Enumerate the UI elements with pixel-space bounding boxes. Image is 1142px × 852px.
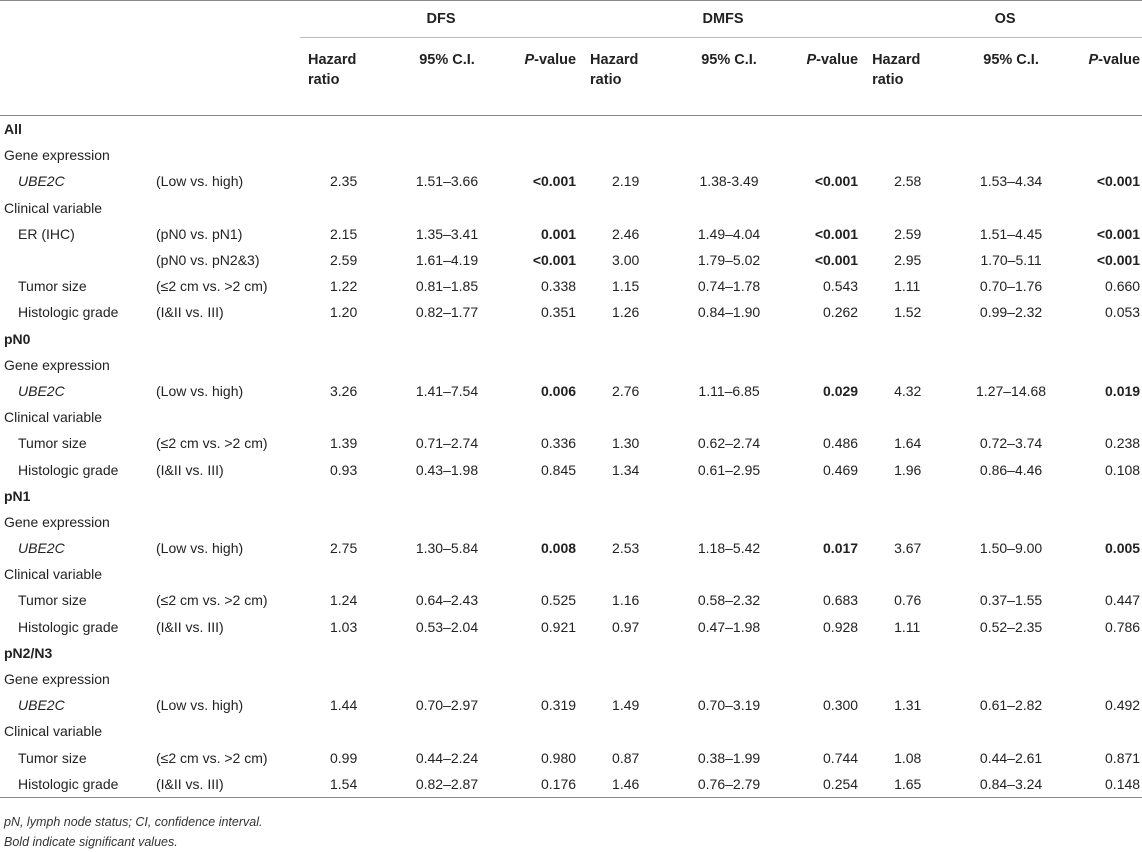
ci-cell: 0.84–3.24 bbox=[956, 771, 1066, 798]
col-p-value: P-value bbox=[1066, 38, 1142, 116]
category-row bbox=[0, 404, 1142, 430]
hazard-ratio-cell: 1.96 bbox=[894, 461, 922, 478]
p-value-cell: 0.980 bbox=[540, 749, 577, 766]
p-value-cell: <0.001 bbox=[1096, 252, 1141, 269]
p-value-cell: 0.871 bbox=[1105, 749, 1141, 766]
table-row bbox=[0, 456, 1142, 482]
ci-cell: 1.61–4.19 bbox=[415, 252, 479, 269]
table-row bbox=[0, 273, 1142, 299]
p-value-cell: 0.008 bbox=[540, 540, 577, 557]
ci-cell: 0.74–1.78 bbox=[697, 278, 761, 295]
table-row bbox=[0, 221, 1142, 247]
comparison-label: (Low vs. high) bbox=[156, 540, 244, 557]
p-value-cell: 0.683 bbox=[823, 592, 859, 609]
ci-cell: 1.27–14.68 bbox=[976, 382, 1047, 399]
ci-cell: 1.70–5.11 bbox=[980, 252, 1042, 269]
category-row bbox=[0, 561, 1142, 587]
ci-cell: 1.35–3.41 bbox=[415, 225, 479, 242]
section-row bbox=[0, 326, 1142, 352]
ci-cell: 1.50–9.00 bbox=[979, 540, 1043, 557]
hazard-ratio-cell: 2.58 bbox=[894, 173, 922, 190]
ci-cell: 0.38–1.99 bbox=[697, 749, 761, 766]
p-value-cell: 0.921 bbox=[540, 618, 577, 635]
p-value-cell: 0.254 bbox=[784, 771, 864, 798]
ci-cell: 0.61–2.95 bbox=[697, 461, 761, 478]
ci-cell: 0.44–2.24 bbox=[415, 749, 479, 766]
hazard-ratio-cell: 0.76 bbox=[894, 592, 922, 609]
hazard-ratio-cell: 1.52 bbox=[894, 304, 922, 321]
col-hazard-ratio: Hazard ratio bbox=[582, 38, 674, 116]
hazard-ratio-cell: 1.64 bbox=[894, 435, 922, 452]
section-label: pN1 bbox=[4, 487, 31, 504]
category-label: Clinical variable bbox=[4, 566, 103, 583]
hazard-ratio-cell: 2.95 bbox=[894, 252, 922, 269]
p-value-cell: 0.005 bbox=[1105, 540, 1141, 557]
hazard-ratio-cell: 2.75 bbox=[330, 540, 358, 557]
group-header-os: OS bbox=[864, 1, 1142, 38]
ci-cell: 0.84–1.90 bbox=[697, 304, 761, 321]
table-row bbox=[0, 378, 1142, 404]
hazard-ratio-cell: 1.31 bbox=[894, 697, 922, 714]
ci-cell: 1.51–3.66 bbox=[415, 173, 479, 190]
p-value-cell: 0.447 bbox=[1105, 592, 1141, 609]
p-value-cell: 0.319 bbox=[540, 697, 577, 714]
ci-cell: 0.52–2.35 bbox=[979, 618, 1043, 635]
ci-cell: 0.70–3.19 bbox=[697, 697, 761, 714]
table-row bbox=[0, 247, 1142, 273]
comparison-label: (pN0 vs. pN2&3) bbox=[156, 252, 260, 269]
hazard-ratio-cell: 1.26 bbox=[612, 304, 640, 321]
hazard-ratio-cell: 3.67 bbox=[894, 540, 922, 557]
table-row bbox=[0, 535, 1142, 561]
category-row bbox=[0, 666, 1142, 692]
hazard-ratio-cell: 1.34 bbox=[612, 461, 640, 478]
hazard-ratio-cell: 4.32 bbox=[894, 382, 922, 399]
p-value-cell: 0.492 bbox=[1105, 697, 1141, 714]
variable-label: UBE2C bbox=[18, 382, 65, 399]
hazard-ratio-cell: 2.59 bbox=[894, 225, 922, 242]
col-hazard-ratio: Hazard ratio bbox=[864, 38, 956, 116]
comparison-label: (I&II vs. III) bbox=[156, 618, 224, 635]
ci-cell: 0.58–2.32 bbox=[697, 592, 761, 609]
hazard-ratio-cell: 1.39 bbox=[330, 435, 358, 452]
p-value-cell: <0.001 bbox=[532, 252, 577, 269]
hazard-ratio-cell: 2.76 bbox=[612, 382, 640, 399]
variable-label: Tumor size bbox=[18, 592, 87, 609]
section-label: pN2/N3 bbox=[4, 644, 53, 661]
category-label: Gene expression bbox=[4, 513, 110, 530]
ci-cell: 1.53–4.34 bbox=[979, 173, 1043, 190]
hazard-ratio-cell: 0.99 bbox=[330, 749, 358, 766]
ci-cell: 0.86–4.46 bbox=[979, 461, 1043, 478]
ci-cell: 0.99–2.32 bbox=[979, 304, 1043, 321]
category-label: Clinical variable bbox=[4, 199, 103, 216]
p-value-cell: <0.001 bbox=[1096, 225, 1141, 242]
ci-cell: 0.70–1.76 bbox=[979, 278, 1043, 295]
p-value-cell: 0.338 bbox=[540, 278, 577, 295]
p-value-cell: <0.001 bbox=[532, 173, 577, 190]
comparison-label: (I&II vs. III) bbox=[156, 304, 224, 321]
p-value-cell: <0.001 bbox=[1096, 173, 1141, 190]
section-row bbox=[0, 116, 1142, 143]
variable-label: ER (IHC) bbox=[18, 225, 75, 242]
hazard-ratio-cell: 1.20 bbox=[330, 304, 358, 321]
comparison-label: (I&II vs. III) bbox=[156, 461, 224, 478]
hazard-ratio-cell: 1.15 bbox=[612, 278, 640, 295]
variable-label: Histologic grade bbox=[0, 771, 150, 798]
p-value-cell: 0.108 bbox=[1105, 461, 1141, 478]
variable-label: Tumor size bbox=[18, 435, 87, 452]
hazard-ratio-cell: 1.24 bbox=[330, 592, 358, 609]
hazard-ratio-cell: 2.53 bbox=[612, 540, 640, 557]
p-value-cell: 0.029 bbox=[823, 382, 859, 399]
hazard-ratio-cell: 1.03 bbox=[330, 618, 358, 635]
hazard-ratio-cell: 1.54 bbox=[300, 771, 392, 798]
ci-cell: 1.38-3.49 bbox=[699, 173, 759, 190]
hazard-ratio-cell: 2.35 bbox=[330, 173, 358, 190]
hazard-ratio-cell: 1.46 bbox=[582, 771, 674, 798]
group-header-dfs: DFS bbox=[300, 1, 582, 38]
variable-label: Tumor size bbox=[18, 278, 87, 295]
comparison-label: (≤2 cm vs. >2 cm) bbox=[156, 435, 268, 452]
p-value-cell: <0.001 bbox=[814, 173, 859, 190]
category-label: Clinical variable bbox=[4, 409, 103, 426]
hazard-ratio-cell: 0.87 bbox=[612, 749, 640, 766]
comparison-label: (≤2 cm vs. >2 cm) bbox=[156, 592, 268, 609]
p-value-cell: 0.525 bbox=[540, 592, 577, 609]
ci-cell: 1.51–4.45 bbox=[979, 225, 1043, 242]
ci-cell: 0.70–2.97 bbox=[415, 697, 479, 714]
category-row bbox=[0, 195, 1142, 221]
hazard-ratio-cell: 2.46 bbox=[612, 225, 640, 242]
p-value-cell: 0.238 bbox=[1105, 435, 1141, 452]
comparison-label: (≤2 cm vs. >2 cm) bbox=[156, 749, 268, 766]
category-row bbox=[0, 352, 1142, 378]
category-label: Clinical variable bbox=[4, 723, 103, 740]
col-ci: 95% C.I. bbox=[392, 38, 502, 116]
variable-label: Histologic grade bbox=[18, 461, 119, 478]
table-row bbox=[0, 430, 1142, 456]
ci-cell: 0.43–1.98 bbox=[415, 461, 479, 478]
hazard-ratio-cell: 1.44 bbox=[330, 697, 358, 714]
p-value-cell: 0.744 bbox=[823, 749, 859, 766]
ci-cell: 1.49–4.04 bbox=[697, 225, 761, 242]
comparison-label: (pN0 vs. pN1) bbox=[156, 225, 243, 242]
ci-cell: 0.71–2.74 bbox=[415, 435, 479, 452]
ci-cell: 0.47–1.98 bbox=[697, 618, 761, 635]
p-value-cell: 0.019 bbox=[1105, 382, 1141, 399]
hazard-ratio-cell: 1.08 bbox=[894, 749, 922, 766]
p-value-cell: 0.262 bbox=[823, 304, 859, 321]
p-value-cell: 0.928 bbox=[823, 618, 859, 635]
group-header-dmfs: DMFS bbox=[582, 1, 864, 38]
ci-cell: 0.53–2.04 bbox=[415, 618, 479, 635]
p-value-cell: 0.786 bbox=[1105, 618, 1141, 635]
p-value-cell: 0.660 bbox=[1105, 278, 1141, 295]
col-p-value: P-value bbox=[784, 38, 864, 116]
ci-cell: 1.11–6.85 bbox=[698, 382, 760, 399]
p-value-cell: 0.351 bbox=[540, 304, 577, 321]
table-row bbox=[0, 692, 1142, 718]
blank-subheader bbox=[0, 38, 300, 116]
footnote: pN, lymph node status; CI, confidence interval. bbox=[4, 815, 263, 829]
hazard-ratio-cell: 1.11 bbox=[894, 278, 921, 295]
ci-cell: 0.37–1.55 bbox=[979, 592, 1043, 609]
p-value-cell: <0.001 bbox=[814, 252, 859, 269]
col-hazard-ratio: Hazard ratio bbox=[300, 38, 392, 116]
p-value-cell: 0.006 bbox=[540, 382, 577, 399]
p-value-cell: 0.543 bbox=[823, 278, 859, 295]
comparison-label: (≤2 cm vs. >2 cm) bbox=[156, 278, 268, 295]
p-value-cell: <0.001 bbox=[814, 225, 859, 242]
hazard-ratio-cell: 0.97 bbox=[612, 618, 640, 635]
table-row bbox=[0, 745, 1142, 771]
hazard-ratio-cell: 1.11 bbox=[894, 618, 921, 635]
p-value-cell: 0.336 bbox=[540, 435, 577, 452]
ci-cell: 0.82–1.77 bbox=[415, 304, 479, 321]
variable-label bbox=[0, 247, 150, 273]
p-value-cell: 0.148 bbox=[1066, 771, 1142, 798]
hazard-ratio-cell: 1.30 bbox=[612, 435, 640, 452]
hazard-ratio-cell: 3.26 bbox=[330, 382, 358, 399]
blank-header bbox=[0, 1, 300, 38]
section-row bbox=[0, 640, 1142, 666]
p-value-cell: 0.486 bbox=[823, 435, 859, 452]
section-label: All bbox=[4, 121, 22, 138]
p-value-cell: 0.017 bbox=[823, 540, 859, 557]
comparison-label: (I&II vs. III) bbox=[150, 771, 300, 798]
category-label: Gene expression bbox=[4, 671, 110, 688]
category-row bbox=[0, 509, 1142, 535]
hazard-ratio-cell: 1.16 bbox=[612, 592, 640, 609]
col-p-value: P-value bbox=[502, 38, 582, 116]
hazard-ratio-cell: 1.65 bbox=[864, 771, 956, 798]
col-ci: 95% C.I. bbox=[956, 38, 1066, 116]
category-label: Gene expression bbox=[4, 356, 110, 373]
footnote: Bold indicate significant values. bbox=[4, 835, 178, 849]
comparison-label: (Low vs. high) bbox=[156, 697, 244, 714]
hazard-ratio-cell: 2.15 bbox=[330, 225, 358, 242]
p-value-cell: 0.053 bbox=[1105, 304, 1141, 321]
table-row bbox=[0, 587, 1142, 613]
hazard-ratio-cell: 2.59 bbox=[330, 252, 358, 269]
ci-cell: 0.82–2.87 bbox=[392, 771, 502, 798]
variable-label: Histologic grade bbox=[18, 618, 119, 635]
hazard-ratio-cell: 1.22 bbox=[330, 278, 358, 295]
section-label: pN0 bbox=[4, 330, 31, 347]
col-ci: 95% C.I. bbox=[674, 38, 784, 116]
p-value-cell: 0.300 bbox=[823, 697, 859, 714]
hazard-ratio-cell: 0.93 bbox=[330, 461, 358, 478]
variable-label: UBE2C bbox=[18, 697, 65, 714]
table-row bbox=[0, 299, 1142, 325]
p-value-cell: 0.176 bbox=[502, 771, 582, 798]
hazard-ratio-cell: 3.00 bbox=[612, 252, 640, 269]
ci-cell: 1.18–5.42 bbox=[697, 540, 761, 557]
ci-cell: 0.61–2.82 bbox=[979, 697, 1043, 714]
p-value-cell: 0.845 bbox=[540, 461, 577, 478]
p-value-cell: 0.469 bbox=[823, 461, 859, 478]
sub-header-row bbox=[0, 38, 1142, 116]
p-value-cell: 0.001 bbox=[540, 225, 577, 242]
ci-cell: 0.81–1.85 bbox=[415, 278, 479, 295]
hazard-ratio-cell: 2.19 bbox=[612, 173, 640, 190]
ci-cell: 0.72–3.74 bbox=[979, 435, 1043, 452]
ci-cell: 1.79–5.02 bbox=[697, 252, 761, 269]
variable-label: UBE2C bbox=[18, 540, 65, 557]
table-body bbox=[0, 116, 1142, 798]
variable-label: UBE2C bbox=[18, 173, 65, 190]
table-row bbox=[0, 168, 1142, 194]
comparison-label: (Low vs. high) bbox=[156, 173, 244, 190]
category-row bbox=[0, 718, 1142, 744]
ci-cell: 1.30–5.84 bbox=[415, 540, 479, 557]
table-row bbox=[0, 614, 1142, 640]
variable-label: Histologic grade bbox=[18, 304, 119, 321]
ci-cell: 0.44–2.61 bbox=[979, 749, 1043, 766]
table-footnotes bbox=[4, 812, 262, 852]
table-row bbox=[0, 771, 1142, 798]
category-row bbox=[0, 142, 1142, 168]
section-row bbox=[0, 483, 1142, 509]
ci-cell: 0.64–2.43 bbox=[415, 592, 479, 609]
group-header-row bbox=[0, 1, 1142, 38]
comparison-label: (Low vs. high) bbox=[156, 382, 244, 399]
ci-cell: 1.41–7.54 bbox=[415, 382, 479, 399]
hazard-ratio-cell: 1.49 bbox=[612, 697, 640, 714]
category-label: Gene expression bbox=[4, 147, 110, 164]
ci-cell: 0.62–2.74 bbox=[697, 435, 761, 452]
ci-cell: 0.76–2.79 bbox=[674, 771, 784, 798]
variable-label: Tumor size bbox=[18, 749, 87, 766]
